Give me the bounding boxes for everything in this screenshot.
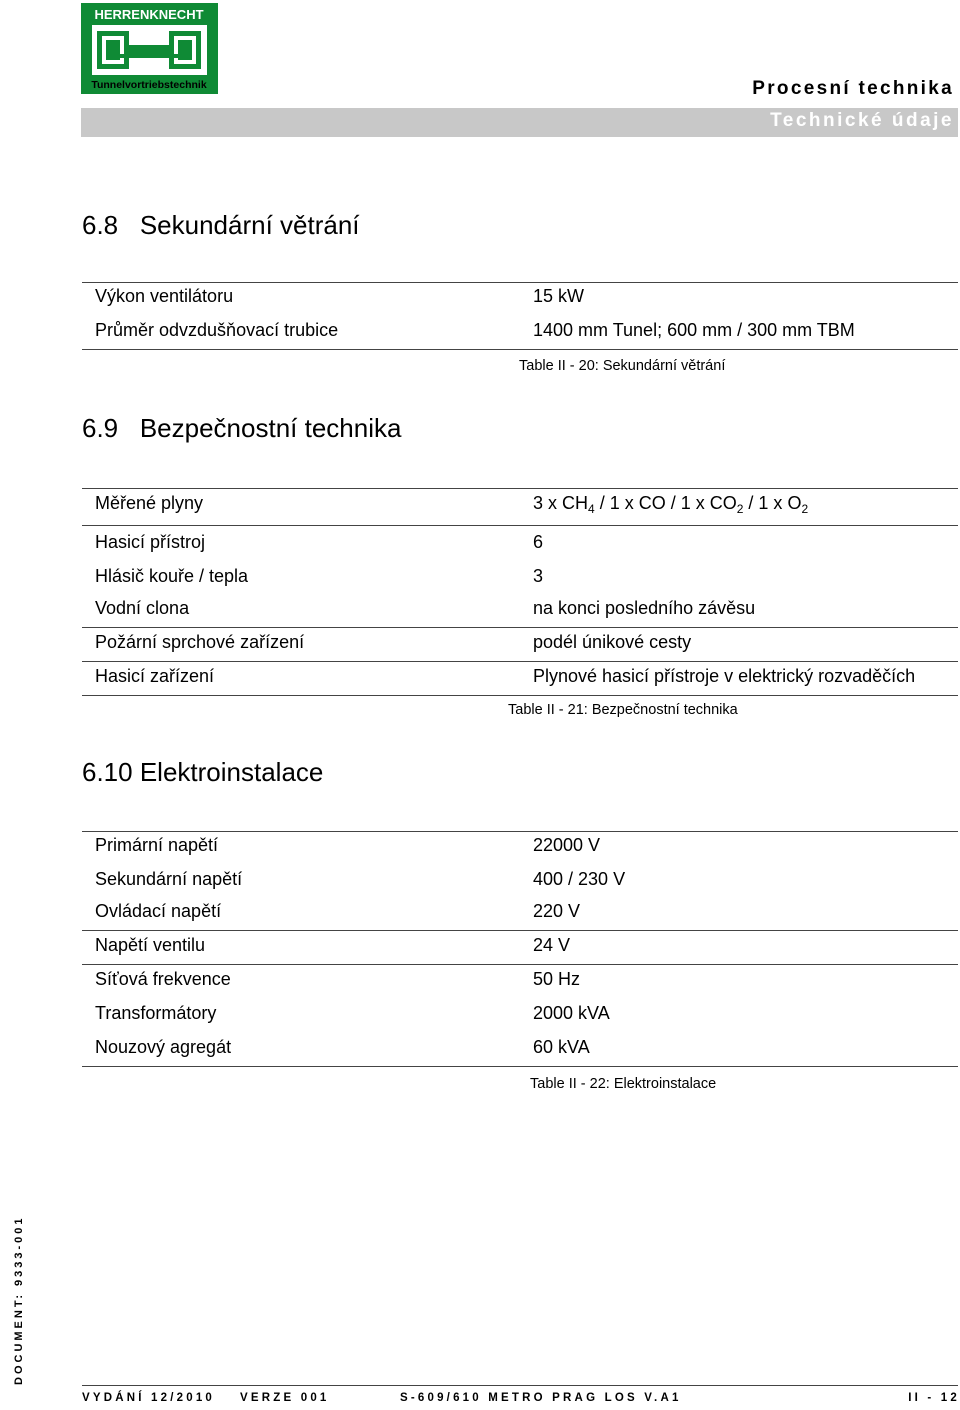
row-value: 22000 V	[533, 835, 601, 855]
header-subtitle: Technické údaje	[770, 110, 954, 131]
row-label: Vodní clona	[95, 598, 190, 618]
header-band	[81, 108, 958, 137]
row-label: Ovládací napětí	[95, 901, 222, 921]
row-value: 24 V	[533, 935, 571, 955]
row-value: 60 kVA	[533, 1037, 590, 1057]
row-label: Hasicí přístroj	[95, 532, 206, 552]
row-label: Sekundární napětí	[95, 869, 243, 889]
table-row	[82, 931, 958, 965]
row-label: Primární napětí	[95, 835, 219, 855]
table-row	[82, 897, 958, 931]
row-value: 2000 kVA	[533, 1003, 610, 1023]
row-value: 15 kW	[533, 286, 585, 306]
table-row	[82, 628, 958, 662]
table-row	[82, 594, 958, 628]
footer-version: VERZE 001	[240, 1392, 330, 1404]
row-label: Průměr odvzdušňovací trubice	[95, 320, 339, 340]
section-title: Sekundární větrání	[139, 210, 360, 240]
table-row	[82, 865, 958, 899]
section-number: 6.9	[82, 413, 119, 443]
row-value: 50 Hz	[533, 969, 581, 989]
row-value: 400 / 230 V	[533, 869, 626, 889]
row-label: Hasicí zařízení	[95, 666, 215, 686]
table-caption: Table II - 21: Bezpečnostní technika	[508, 702, 738, 718]
table-row	[82, 662, 958, 696]
row-label: Nouzový agregát	[95, 1037, 232, 1057]
footer-project: S-609/610 METRO PRAG LOS V.A1	[400, 1392, 682, 1404]
header-title: Procesní technika	[752, 78, 954, 99]
table-row	[82, 831, 958, 865]
footer-issue: VYDÁNÍ 12/2010	[82, 1392, 216, 1404]
table-row	[82, 488, 958, 526]
row-label: Napětí ventilu	[95, 935, 206, 955]
table-row	[82, 1033, 958, 1067]
gases-value: 3 x $CH_4 / 1$ x CO / 1 x $CO_2 / 1$ x $O_2$	[533, 493, 809, 516]
section-heading-6-10	[82, 757, 323, 788]
section-number: 6.8	[82, 210, 119, 240]
logo-top-text: HERRENKNECHT	[94, 7, 204, 22]
table-row	[82, 282, 958, 316]
row-value: 220 V	[533, 901, 581, 921]
row-label: Požární sprchové zařízení	[95, 632, 305, 652]
footer-rule	[82, 1385, 958, 1386]
row-value: 1400 mm Tunel; 600 mm / 300 mm TBM	[533, 320, 855, 340]
herrenknecht-logo	[81, 3, 218, 94]
footer-page: II - 12	[908, 1392, 960, 1404]
document-number: DOCUMENT: 9333-001	[13, 1215, 25, 1385]
table-caption: Table II - 22: Elektroinstalace	[530, 1076, 717, 1092]
row-value: na konci posledního závěsu	[533, 598, 756, 618]
row-label: Transformátory	[95, 1003, 217, 1023]
section-heading-6-8	[82, 210, 360, 241]
table-row	[82, 562, 958, 596]
section-heading-6-9	[82, 413, 401, 444]
row-label: Hlásič kouře / tepla	[95, 566, 249, 586]
section-title: Bezpečnostní technika	[139, 413, 402, 443]
row-value: 6	[533, 532, 544, 552]
section-number: 6.10	[82, 757, 133, 787]
row-value: 3	[533, 566, 544, 586]
row-value: podél únikové cesty	[533, 632, 692, 652]
table-row	[82, 528, 958, 562]
logo-bottom-text: Tunnelvortriebstechnik	[91, 79, 207, 91]
row-value: Plynové hasicí přístroje v elektrický rozvaděčích	[533, 666, 916, 686]
table-caption: Table II - 20: Sekundární větrání	[519, 358, 726, 374]
table-row	[82, 999, 958, 1033]
section-title: Elektroinstalace	[139, 757, 324, 787]
row-label: Síťová frekvence	[95, 969, 231, 989]
table-row	[82, 965, 958, 999]
table-row	[82, 316, 958, 350]
row-label: Měřené plyny	[95, 493, 204, 513]
row-label: Výkon ventilátoru	[95, 286, 234, 306]
